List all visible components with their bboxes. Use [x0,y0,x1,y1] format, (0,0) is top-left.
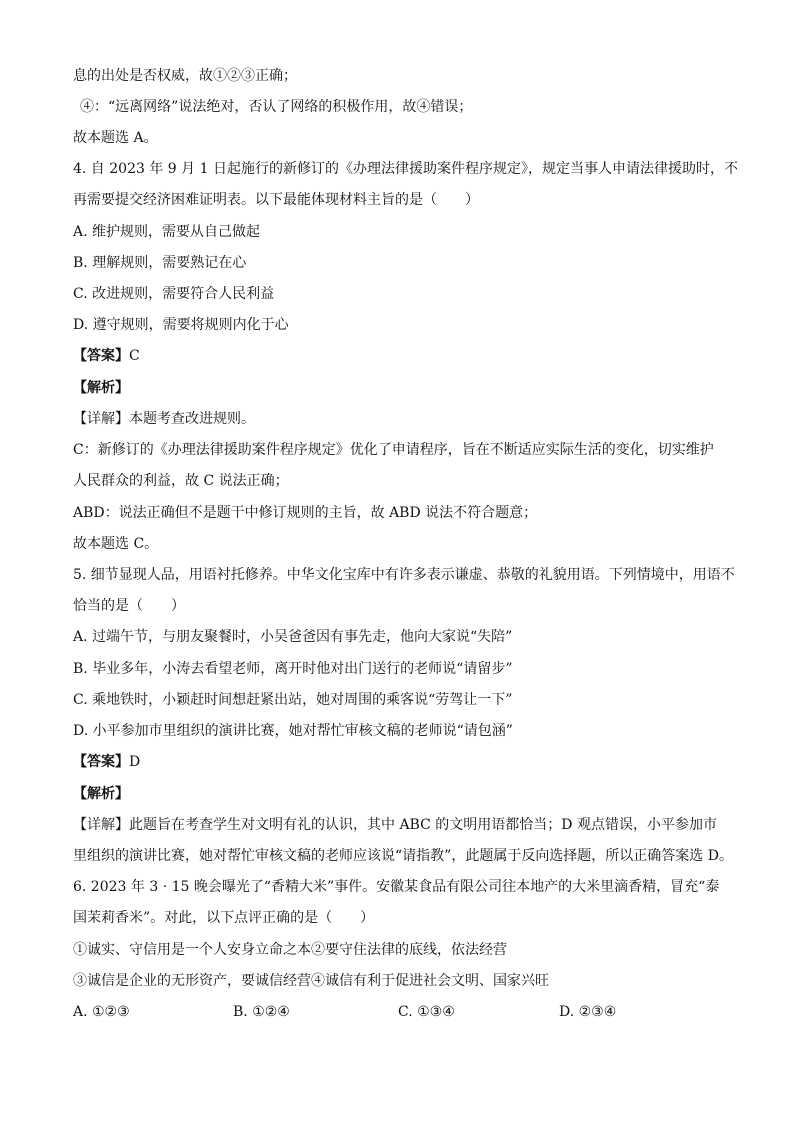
question-4-option-c: C. 改进规则，需要符合人民利益 [73,286,275,302]
answer-line [73,752,734,772]
question-4-stem: 4. 自 2023 年 9 月 1 日起施行的新修订的《办理法律援助案件程序规定》，规定当事人申请法律援助时，不 [73,161,738,177]
question-6-option-d: D. ②③④ [559,1004,617,1020]
question-6-option-b: B. ①②④ [233,1004,290,1020]
explanation-line: 【详解】本题考查改进规则。 [73,411,255,427]
answer-value: C [129,348,140,364]
explanation-line: 【详解】此题旨在考查学生对文明有礼的认识，其中 ABC 的文明用语都恰当；D 观点错误，小平参加市 [73,817,717,833]
question-6-stem: 国茉莉香米”。对此，以下点评正确的是（ ） [73,910,375,926]
answer-label: 【答案】 [73,754,129,770]
question-6-statement: ①诚实、守信用是一个人安身立命之本②要守住法律的底线，依法经营 [73,942,507,958]
question-4-option-b: B. 理解规则，需要熟记在心 [73,255,247,271]
explanation-line: ABD：说法正确但不是题干中修订规则的主旨，故 ABD 说法不符合题意； [73,505,538,521]
analysis-label: 【解析】 [73,786,129,802]
question-5-stem: 恰当的是（ ） [73,598,185,614]
question-4-option-d: D. 遵守规则，需要将规则内化于心 [73,317,289,333]
text-line: 息的出处是否权威，故①②③正确； [73,68,297,84]
question-5-stem: 5. 细节显现人品，用语衬托修养。中华文化宝库中有许多表示谦虚、恭敬的礼貌用语。下列情境中，用语不 [73,567,735,583]
question-6-option-c: C. ①③④ [398,1004,455,1020]
question-5-option-b: B. 毕业多年，小涛去看望老师，离开时他对出门送行的老师说“请留步” [73,661,513,677]
question-6-option-a: A. ①②③ [73,1004,130,1020]
answer-label: 【答案】 [73,348,129,364]
explanation-line: 故本题选 C。 [73,536,159,552]
answer-line [73,346,734,366]
answer-value: D [129,754,141,770]
text-line: 故本题选 A。 [73,130,158,146]
question-6-stem: 6. 2023 年 3 · 15 晚会曝光了“香精大米”事件。安徽某食品有限公司往本地产的大米里滴香精，冒充“泰 [73,879,720,895]
analysis-label: 【解析】 [73,380,129,396]
explanation-line: 里组织的演讲比赛，她对帮忙审核文稿的老师应该说“请指教”，此题属于反向选择题，所以正确答案选 D。 [73,848,733,864]
text-line: ④：“远离网络”说法绝对，否认了网络的积极作用，故④错误； [80,99,473,115]
explanation-line: C：新修订的《办理法律援助案件程序规定》优化了申请程序，旨在不断适应实际生活的变化，切实维护 [73,442,714,458]
question-6-statement: ③诚信是企业的无形资产，要诚信经营④诚信有利于促进社会文明、国家兴旺 [73,973,549,989]
question-5-option-a: A. 过端午节，与朋友聚餐时，小吴爸爸因有事先走，他向大家说“失陪” [73,629,513,645]
question-5-option-d: D. 小平参加市里组织的演讲比赛，她对帮忙审核文稿的老师说“请包涵” [73,723,513,739]
question-5-option-c: C. 乘地铁时，小颖赶时间想赶紧出站，她对周围的乘客说“劳驾让一下” [73,692,513,708]
explanation-line: 人民群众的利益，故 C 说法正确； [73,473,289,489]
question-4-stem: 再需要提交经济困难证明表。以下最能体现材料主旨的是（ ） [73,192,479,208]
question-4-option-a: A. 维护规则，需要从自己做起 [73,224,261,240]
